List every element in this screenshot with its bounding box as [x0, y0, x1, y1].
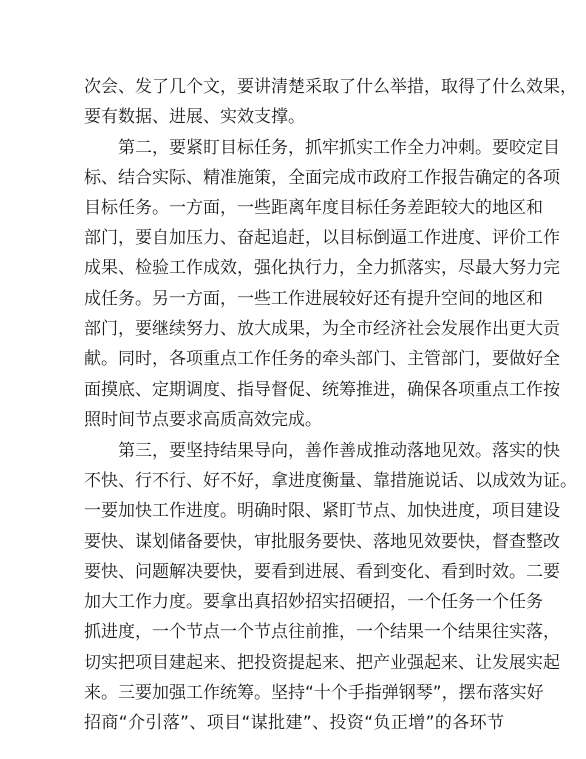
- text-line: 抓进度，一个节点一个节点往前推，一个结果一个结果往实落，: [84, 622, 560, 642]
- text-line: 成任务。另一方面，一些工作进展较好还有提升空间的地区和: [84, 289, 543, 309]
- text-line: 要快、问题解决要快，要看到进展、看到变化、看到时效。二要: [84, 562, 560, 582]
- text-line: 来。三要加强工作统筹。坚持“十个手指弹钢琴”，摆布落实好: [84, 683, 544, 703]
- text-line: 切实把项目建起来、把投资提起来、把产业强起来、让发展实起: [84, 653, 560, 673]
- text-line: 部门，要继续努力、放大成果，为全市经济社会发展作出更大贡: [84, 319, 560, 339]
- text-line: 照时间节点要求高质高效完成。: [84, 410, 322, 430]
- text-line: 部门，要自加压力、奋起追赶，以目标倒逼工作进度、评价工作: [84, 228, 560, 248]
- text-line: 面摸底、定期调度、指导督促、统筹推进，确保各项重点工作按: [84, 380, 560, 400]
- text-line: 目标任务。一方面，一些距离年度目标任务差距较大的地区和: [84, 198, 543, 218]
- text-line: 加大工作力度。要拿出真招妙招实招硬招，一个任务一个任务: [84, 592, 543, 612]
- text-line: 标、结合实际、精准施策，全面完成市政府工作报告确定的各项: [84, 168, 560, 188]
- text-line: 一要加快工作进度。明确时限、紧盯节点、加快进度，项目建设: [84, 501, 560, 521]
- text-line: 不快、行不行、好不好，拿进度衡量、靠措施说话、以成效为证。: [84, 471, 577, 491]
- text-line: 成果、检验工作成效，强化执行力，全力抓落实，尽最大努力完: [84, 258, 560, 278]
- paragraph-start-line: 第三，要坚持结果导向，善作善成推动落地见效。落实的快: [118, 441, 560, 461]
- text-line: 招商“介引落”、项目“谋批建”、投资“负正增”的各环节: [84, 713, 504, 733]
- text-line: 次会、发了几个文，要讲清楚采取了什么举措，取得了什么效果，: [84, 77, 577, 97]
- text-line: 献。同时，各项重点工作任务的牵头部门、主管部门，要做好全: [84, 349, 560, 369]
- paragraph-start-line: 第二，要紧盯目标任务，抓牢抓实工作全力冲刺。要咬定目: [118, 138, 560, 158]
- text-line: 要有数据、进展、实效支撑。: [84, 107, 305, 127]
- text-line: 要快、谋划储备要快，审批服务要快、落地见效要快，督查整改: [84, 532, 560, 552]
